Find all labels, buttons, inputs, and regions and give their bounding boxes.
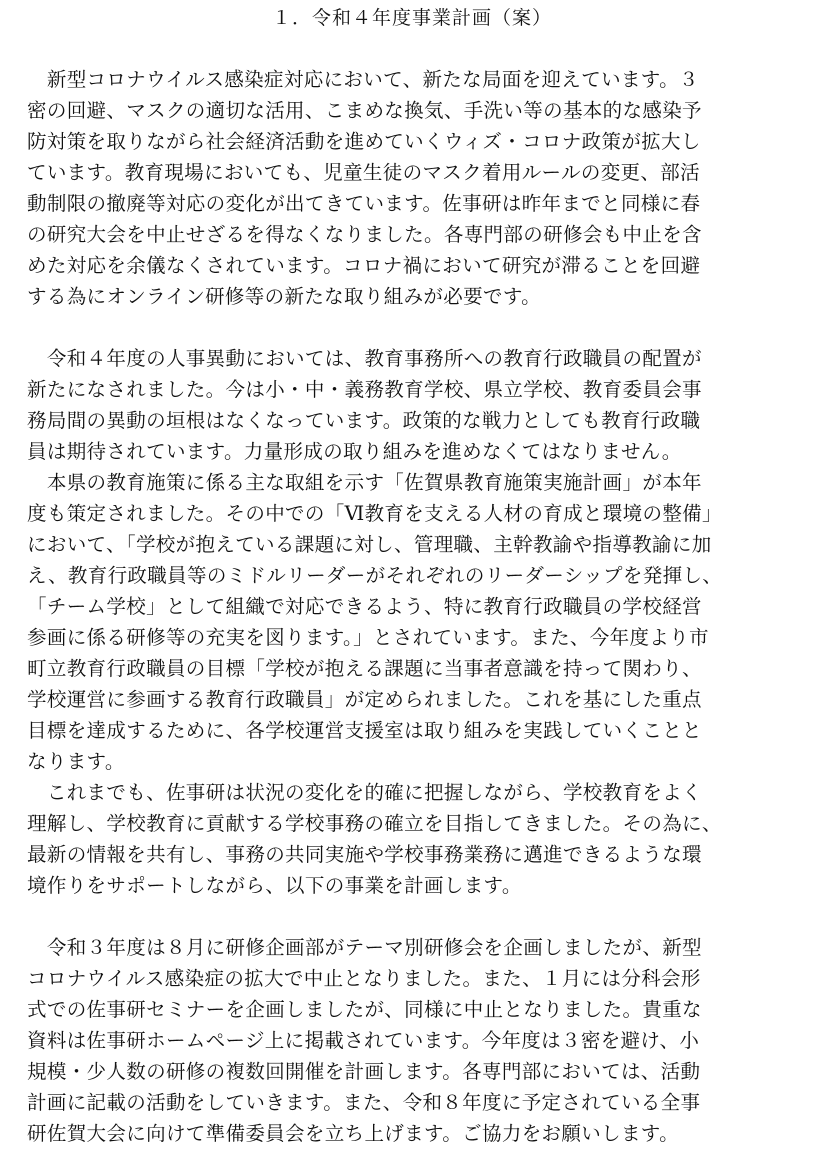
document-body bbox=[27, 64, 807, 1149]
text-line: 度も策定されました。その中での「Ⅵ教育を支える人材の育成と環境の整備」 bbox=[27, 502, 722, 525]
text-line: 研佐賀大会に向けて準備委員会を立ち上げます。ご協力をお願いします。 bbox=[27, 1122, 679, 1145]
text-line: 規模・少人数の研修の複数回開催を計画します。各専門部においては、活動 bbox=[27, 1060, 701, 1083]
text-line: 計画に記載の活動をしていきます。また、令和８年度に予定されている全事 bbox=[27, 1091, 701, 1114]
text-line: 密の回避、マスクの適切な活用、こまめな換気、手洗い等の基本的な感染予 bbox=[27, 99, 702, 122]
text-line: これまでも、佐事研は状況の変化を的確に把握しながら、学校教育をよく bbox=[27, 781, 702, 804]
text-line: 町立教育行政職員の目標「学校が抱える課題に当事者意識を持って関わり、 bbox=[27, 657, 702, 680]
paragraph-spacer bbox=[27, 901, 807, 932]
text-line: 本県の教育施策に係る主な取組を示す「佐賀県教育施策実施計画」が本年 bbox=[27, 471, 702, 494]
paragraph-3 bbox=[27, 932, 807, 1149]
text-line: の研究大会を中止せざるを得なくなりました。各専門部の研修会も中止を含 bbox=[27, 223, 702, 246]
text-line: 目標を達成するために、各学校運営支援室は取り組みを実践していくことと bbox=[27, 719, 702, 742]
text-line: 員は期待されています。力量形成の取り組みを進めなくてはなりません。 bbox=[27, 440, 682, 463]
text-line: 防対策を取りながら社会経済活動を進めていくウィズ・コロナ政策が拡大し bbox=[27, 130, 701, 153]
text-line: コロナウイルス感染症の拡大で中止となりました。また、１月には分科会形 bbox=[27, 967, 701, 990]
text-line: 参画に係る研修等の充実を図ります。」とされています。また、今年度より市 bbox=[27, 626, 709, 649]
text-line: 最新の情報を共有し、事務の共同実施や学校事務業務に邁進できるような環 bbox=[27, 843, 702, 866]
text-line: 務局間の異動の垣根はなくなっています。政策的な戦力としても教育行政職 bbox=[27, 409, 701, 432]
text-line: 令和３年度は８月に研修企画部がテーマ別研修会を企画しましたが、新型 bbox=[27, 936, 702, 959]
page-title: １．令和４年度事業計画（案） bbox=[271, 7, 552, 29]
text-line: において、「学校が抱えている課題に対し、管理職、主幹教諭や指導教諭に加 bbox=[27, 533, 712, 556]
text-line: 式での佐事研セミナーを企画しましたが、同様に中止となりました。貴重な bbox=[27, 998, 702, 1021]
text-line: 新型コロナウイルス感染症対応において、新たな局面を迎えています。３ bbox=[27, 68, 699, 91]
paragraph-1 bbox=[27, 64, 807, 312]
text-line: 理解し、学校教育に貢献する学校事務の確立を目指してきました。その為に、 bbox=[27, 812, 722, 835]
paragraph-2 bbox=[27, 343, 807, 901]
text-line: 動制限の撤廃等対応の変化が出てきています。佐事研は昨年までと同様に春 bbox=[27, 192, 701, 215]
text-line: 学校運営に参画する教育行政職員」が定められました。これを基にした重点 bbox=[27, 688, 702, 711]
text-line: 新たになされました。今は小・中・義務教育学校、県立学校、教育委員会事 bbox=[27, 378, 702, 401]
text-line: ています。教育現場においても、児童生徒のマスク着用ルールの変更、部活 bbox=[27, 161, 700, 184]
text-line: え、教育行政職員等のミドルリーダーがそれぞれのリーダーシップを発揮し、 bbox=[27, 564, 723, 587]
text-line: 「チーム学校」として組織で対応できるよう、特に教育行政職員の学校経営 bbox=[27, 595, 702, 618]
paragraph-spacer bbox=[27, 312, 807, 343]
text-line: なります。 bbox=[27, 750, 125, 773]
text-line: 資料は佐事研ホームページ上に掲載されています。今年度は３密を避け、小 bbox=[27, 1029, 700, 1052]
text-line: する為にオンライン研修等の新たな取り組みが必要です。 bbox=[27, 285, 541, 308]
text-line: 境作りをサポートしながら、以下の事業を計画します。 bbox=[27, 874, 522, 897]
text-line: めた対応を余儀なくされています。コロナ禍において研究が滞ることを回避 bbox=[27, 254, 701, 277]
text-line: 令和４年度の人事異動においては、教育事務所への教育行政職員の配置が bbox=[27, 347, 702, 370]
